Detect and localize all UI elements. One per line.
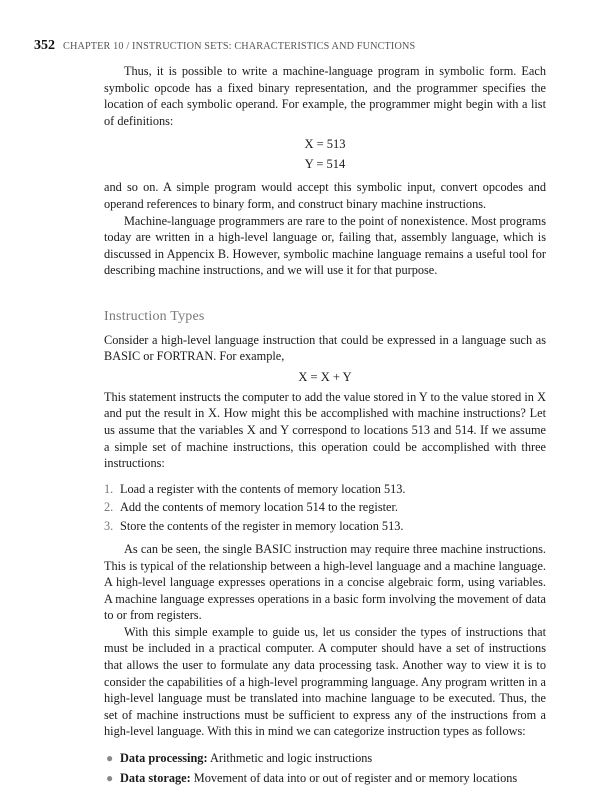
paragraph-symbolic-form: Thus, it is possible to write a machine-language program in symbolic form. Each symbolic opcode has a fixed binary representation, and the programmer specifies the location of each symbolic operand. For example, the programmer might begin with a list of definitions: [104, 64, 546, 128]
step-number: 1. [104, 481, 114, 496]
bullet-icon: ● [106, 771, 114, 786]
list-item [104, 480, 546, 498]
paragraph-simple-program: and so on. A simple program would accept this symbolic input, convert opcodes and operand references to binary form, and construct binary machine instructions. [104, 180, 546, 211]
step-text: Load a register with the contents of memory location 513. [120, 481, 406, 496]
paragraph-statement-explanation: This statement instructs the computer to add the value stored in Y to the value stored in X and put the result in X. How might this be accomplished with machine instructions? Let us assume that the variables X and Y correspond to locations 513 and 514. If we assume a simple set of machine instructions, this operation could be accomplished with three instructions: [104, 389, 546, 471]
paragraph-basic-instruction: As can be seen, the single BASIC instruction may require three machine instructions. This is typical of the relationship between a high-level language and a machine language. A high-level language expresses operations in a concise algebraic form, using variables. A machine language expresses operations in a basic form involving the movement of data to or from registers. [104, 541, 546, 623]
section-heading-instruction-types: Instruction Types [104, 308, 205, 324]
paragraph-high-level-instruction: Consider a high-level language instruction that could be expressed in a language such as BASIC or FORTRAN. For example, [104, 332, 546, 364]
step-text: Add the contents of memory location 514 to the register. [120, 500, 398, 515]
list-item [104, 768, 546, 788]
running-header [34, 36, 574, 54]
equation-y-definition: Y = 514 [304, 157, 346, 172]
step-number: 2. [104, 500, 114, 515]
step-number: 3. [104, 518, 114, 533]
bullet-icon: ● [106, 751, 114, 766]
body-text [104, 63, 546, 788]
page-number: 352 [34, 38, 55, 53]
instruction-steps-list [104, 480, 546, 535]
paragraph-practical-computer: With this simple example to guide us, let us consider the types of instructions that must be included in a practical computer. A computer should have a set of instructions that allows the user to formulate any data processing task. Another way to view it is to consider the capabilities of a high-level programming language. Any program written in a high-level language must be translated into machine language to be executed. Thus, the set of machine instructions must be sufficient to express any of the instructions from a high-level language. With this in mind we can categorize instruction types as follows: [104, 624, 546, 739]
chapter-title: CHAPTER 10 / INSTRUCTION SETS: CHARACTERISTICS AND FUNCTIONS [63, 41, 416, 52]
type-term: Data processing: [120, 751, 208, 766]
paragraph-machine-language-programmers: Machine-language programmers are rare to the point of nonexistence. Most programs today are written in a high-level language or, failing that, assembly language, which is discussed in Appencix B. However, symbolic machine language remains a useful tool for describing machine instructions, and we will use it for that purpose. [104, 213, 546, 278]
equation-x-definition: X = 513 [304, 137, 346, 152]
type-term: Data storage: [120, 771, 191, 786]
list-item [104, 748, 546, 768]
list-item [104, 498, 546, 516]
type-description: Arithmetic and logic instructions [209, 751, 373, 766]
equation-x-plus-y: X = X + Y [298, 369, 352, 384]
list-item [104, 517, 546, 535]
type-description: Movement of data into or out of register and or memory locations [193, 771, 518, 786]
step-text: Store the contents of the register in memory location 513. [120, 518, 404, 533]
definitions-block [104, 134, 546, 174]
instruction-types-list [104, 748, 546, 788]
